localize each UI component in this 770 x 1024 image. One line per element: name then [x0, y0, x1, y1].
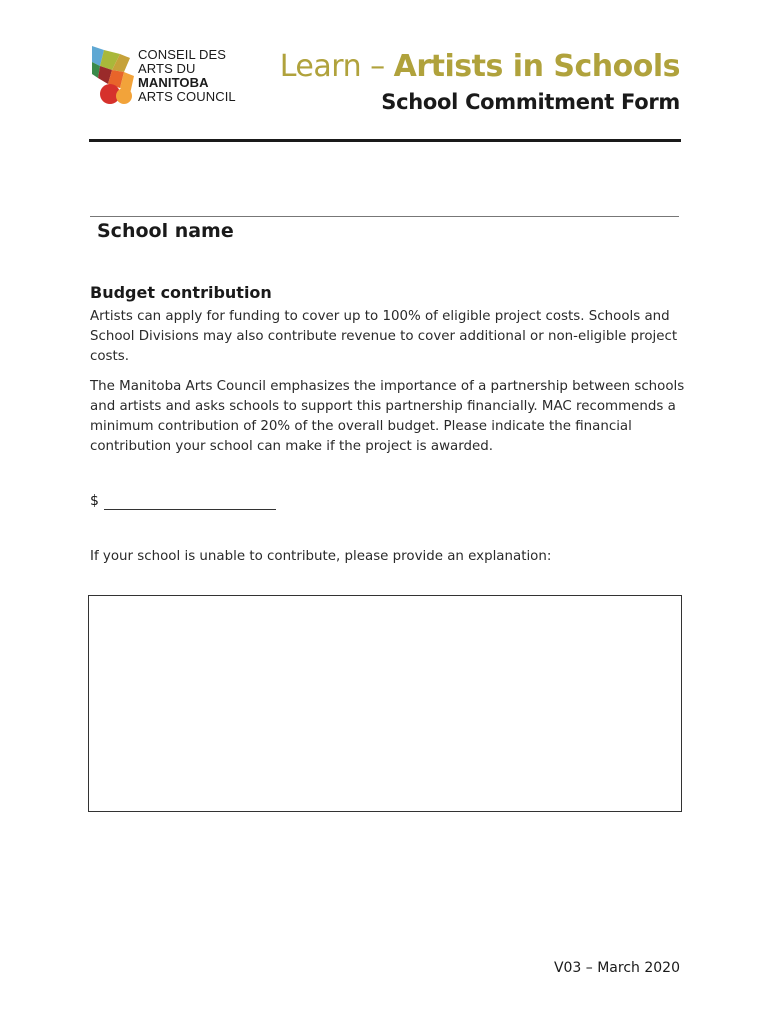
title-bold: Artists in Schools: [393, 49, 680, 84]
dollar-sign: $: [90, 493, 99, 509]
school-name-line: [90, 216, 679, 217]
budget-heading: Budget contribution: [90, 283, 272, 302]
explanation-textarea[interactable]: [88, 595, 682, 812]
logo-line-4: ARTS COUNCIL: [138, 89, 236, 104]
logo-line-1: CONSEIL DES: [138, 47, 227, 62]
contribution-amount-field[interactable]: [104, 495, 276, 510]
title-light: Learn –: [279, 49, 394, 84]
school-name-label: School name: [97, 220, 234, 242]
page-subtitle: School Commitment Form: [381, 90, 680, 114]
logo-wordmark: [138, 48, 236, 104]
budget-paragraph-2: The Manitoba Arts Council emphasizes the importance of a partnership between schools and artists and asks schools to support this partnership financially. MAC recommends a minimum contribution of 20% of the overall budget. Please indicate the financial contribution your school can make if the project is awarded.: [90, 379, 685, 454]
header-divider: [89, 139, 681, 142]
explanation-prompt: If your school is unable to contribute, please provide an explanation:: [90, 549, 552, 564]
logo-line-3: MANITOBA: [138, 75, 209, 90]
budget-paragraph-1: Artists can apply for funding to cover up to 100% of eligible project costs. Schools and School Divisions may also contribute revenue to cover additional or non-eligible project costs.: [90, 309, 678, 364]
logo-line-2: ARTS DU: [138, 61, 196, 76]
version-footer: V03 – March 2020: [553, 960, 680, 976]
logo-mark-icon: [90, 44, 136, 106]
page-title: [280, 49, 680, 84]
manitoba-arts-council-logo: [90, 44, 260, 106]
